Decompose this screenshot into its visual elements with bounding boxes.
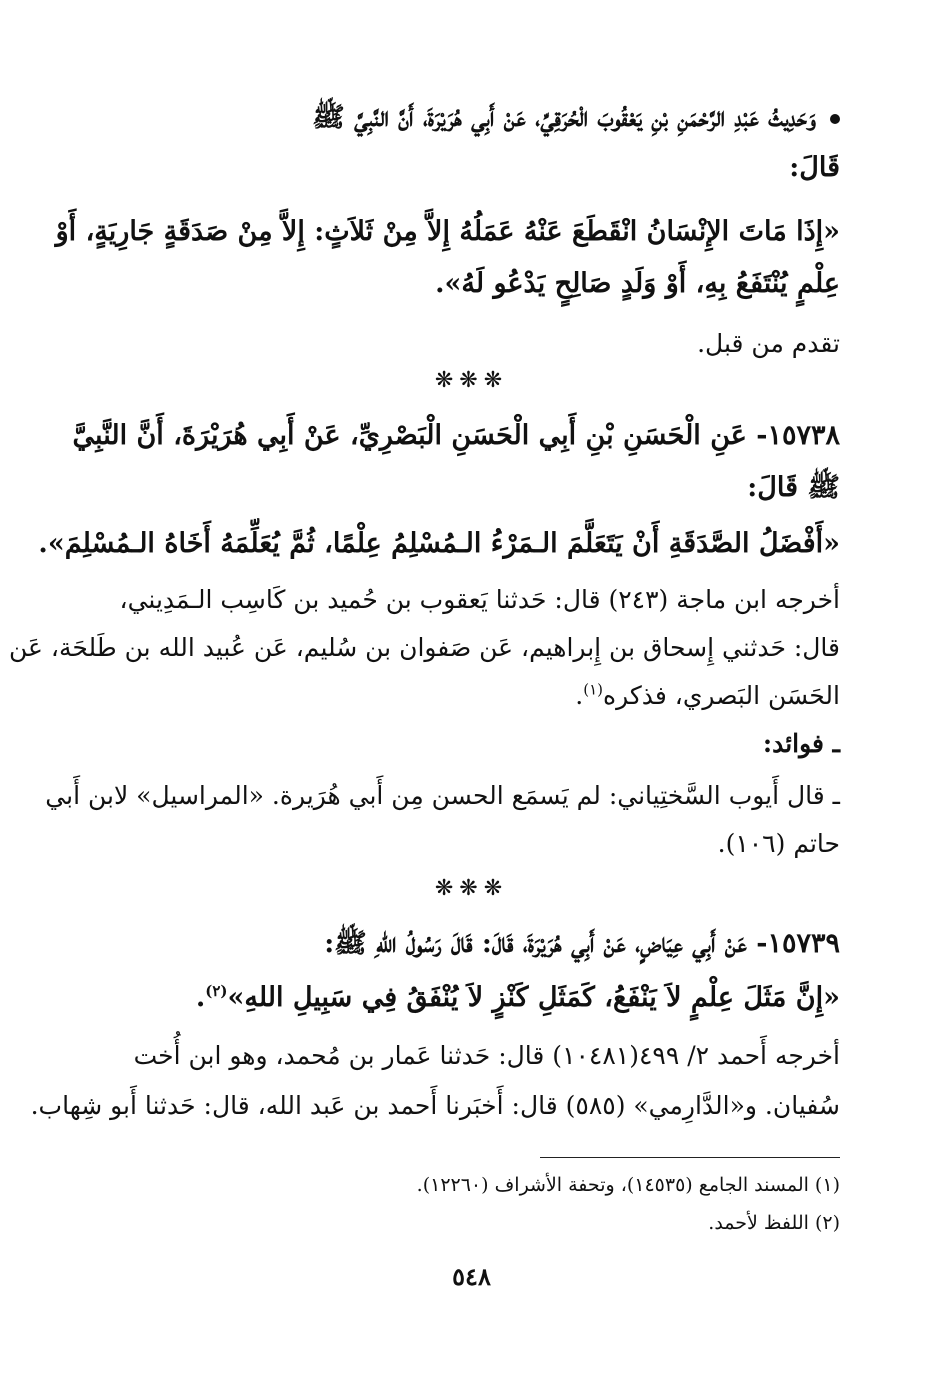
hadith-15738-chain-line-1: ١٥٧٣٨- عَنِ الْحَسَنِ بْنِ أَبِي الْحَسَنِ الْبَصْرِيِّ، عَنْ أَبِي هُرَيْرَةَ، أَنَّ النَّبِيَّ [72,420,840,451]
fawaid-heading: ـ فوائد: [762,729,840,758]
intro-chain-qala: قَالَ: [789,152,840,183]
hadith-15739-takhrij-line-2: سُفيان. و«الدَّارِمي» (٥٨٥) قال: أَخبَرنا أَحمد بن عَبد الله، قال: حَدثنا أَبو شِهاب. [30,1091,840,1120]
hadith-15738-takhrij-line-3: الحَسَن البَصري، فذكره$^{(١)}$. [575,680,840,710]
section-separator: ❋❋❋ [434,368,509,393]
hadith-15739-text: «إِنَّ مَثَلَ عِلْمٍ لاَ يَنْفَعُ، كَمَثَلِ كَنْزٍ لاَ يُنْفَقُ فِي سَبِيلِ اللهِ»$^{(٢)}$. [195,982,840,1013]
intro-hadith-line-1: «إِذَا مَاتَ الإِنْسَانُ انْقَطَعَ عَنْهُ عَمَلُهُ إِلاَّ مِنْ ثَلاَثٍ: إِلاَّ مِنْ صَدَقَةٍ جَارِيَةٍ، أَوْ [55,216,840,247]
footnote-divider [540,1157,840,1158]
fawaid-line-2: حاتم (١٠٦). [717,829,840,858]
section-separator-2: ❋❋❋ [434,876,509,901]
intro-note: تقدم من قبل. [697,329,840,358]
fawaid-line-1: ـ قال أَيوب السَّختِياني: لم يَسمَع الحسن مِن أَبي هُرَيرة. «المراسيل» لابن أَبي [45,781,840,810]
footnote-ref-2[interactable]: (٢) [205,982,228,1000]
intro-chain-line: وَحَدِيثُ عَبْدِ الرَّحْمَنِ بْنِ يَعْقُوبَ الْحُرَقِيِّ، عَنْ أَبِي هُرَيْرَةَ، أَنَّ النَّبِيَّ ﷺ [95,96,840,142]
intro-hadith-line-2: عِلْمٍ يُنْتَفَعُ بِهِ، أَوْ وَلَدٍ صَالِحٍ يَدْعُو لَهُ». [435,268,840,299]
hadith-15738-takhrij-line-2: قال: حَدثني إِسحاق بن إِبراهيم، عَن صَفوان بن سُليم، عَن عُبيد الله بن طَلحَة، عَن [9,633,840,662]
hadith-15739-chain-line: ١٥٧٣٩- عَنْ أَبِي عِيَاضٍ، عَنْ أَبِي هُرَيْرَةَ، قَالَ: قَالَ رَسُولُ اللهِ ﷺ: [324,928,840,959]
bullet-icon [830,114,840,124]
footnote-1: (١) المسند الجامع (١٤٥٣٥)، وتحفة الأشراف (١٢٢٦٠). [416,1174,840,1196]
hadith-15738-text: «أَفْضَلُ الصَّدَقَةِ أَنْ يَتَعَلَّمَ الـمَرْءُ الـمُسْلِمُ عِلْمًا، ثُمَّ يُعَلِّمَهُ أَخَاهُ الـمُسْلِمَ». [38,528,840,559]
page-number: ٥٤٨ [452,1262,491,1291]
footnote-2: (٢) اللفظ لأحمد. [708,1212,840,1234]
hadith-15738-chain-line-2: ﷺ قَالَ: [747,472,840,503]
hadith-15739-takhrij-line-1: أخرجه أَحمد ٢/ ٤٩٩(١٠٤٨١) قال: حَدثنا عَمار بن مُحمد، وهو ابن أُخت [133,1041,840,1070]
hadith-15738-takhrij-line-1: أخرجه ابن ماجة (٢٤٣) قال: حَدثنا يَعقوب بن حُميد بن كَاسِب الـمَدِيني، [119,585,840,614]
footnote-ref-1[interactable]: (١) [583,680,603,699]
